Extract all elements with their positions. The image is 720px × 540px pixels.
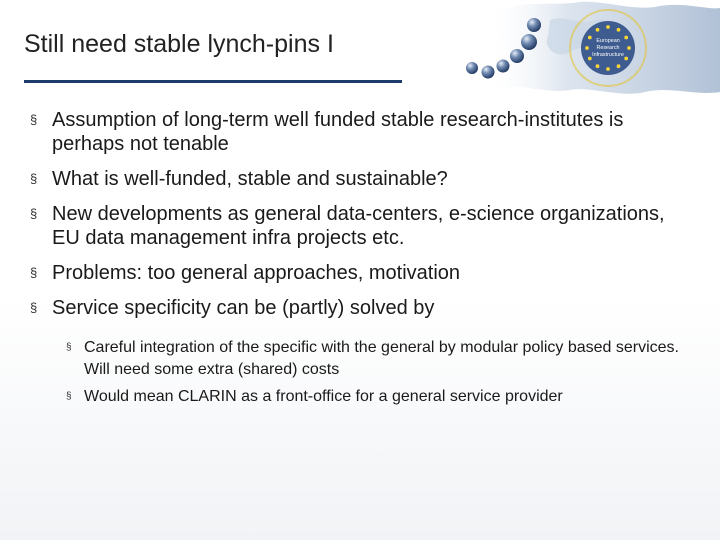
sub-bullet-text: Would mean CLARIN as a front-office for a general service provider: [84, 388, 563, 405]
bullet-item: [30, 296, 690, 320]
title-underline: [24, 80, 402, 83]
star-icon: [596, 64, 600, 68]
bullet-text: Service specificity can be (partly) solved by: [52, 297, 435, 319]
logo-line-3: Infrastructure: [592, 52, 624, 58]
star-icon: [606, 67, 610, 71]
bullet-item: [30, 167, 690, 191]
bullet-text: New developments as general data-centers, e-science organizations, EU data management infra projects etc.: [52, 203, 665, 249]
star-icon: [617, 28, 621, 32]
bullet-marker: §: [30, 206, 38, 221]
sub-bullet-marker: §: [66, 342, 72, 353]
star-icon: [596, 28, 600, 32]
star-icon: [617, 64, 621, 68]
bullet-marker: §: [30, 112, 38, 127]
sub-bullet-item: [66, 386, 706, 408]
star-icon: [627, 46, 631, 50]
bullet-marker: §: [30, 300, 38, 315]
eu-emblem-icon: [570, 10, 646, 86]
bullet-item: [30, 261, 690, 285]
sub-bullet-list: [66, 337, 706, 413]
sub-bullet-text: Careful integration of the specific with the general by modular policy based services. Will need some extra (shared) costs: [84, 339, 679, 378]
logo-line-1: European: [596, 38, 620, 44]
sub-bullet-item: [66, 337, 706, 381]
bullet-text: Problems: too general approaches, motivation: [52, 262, 461, 284]
bullet-text: Assumption of long-term well funded stable research-institutes is perhaps not tenable: [52, 109, 624, 155]
star-icon: [606, 25, 610, 29]
bullet-item: [30, 108, 690, 156]
bullet-text: What is well-funded, stable and sustainable?: [52, 168, 448, 190]
star-icon: [624, 36, 628, 40]
slide-title: Still need stable lynch-pins I: [24, 30, 334, 58]
star-icon: [588, 36, 592, 40]
header-map-graphic: [430, 0, 720, 100]
star-icon: [585, 46, 589, 50]
bullet-list: [30, 108, 690, 320]
sub-bullet-marker: §: [66, 391, 72, 402]
star-icon: [624, 57, 628, 61]
bullet-marker: §: [30, 171, 38, 186]
bullet-item: [30, 202, 690, 250]
bullet-marker: §: [30, 265, 38, 280]
logo-line-2: Research: [596, 45, 620, 51]
